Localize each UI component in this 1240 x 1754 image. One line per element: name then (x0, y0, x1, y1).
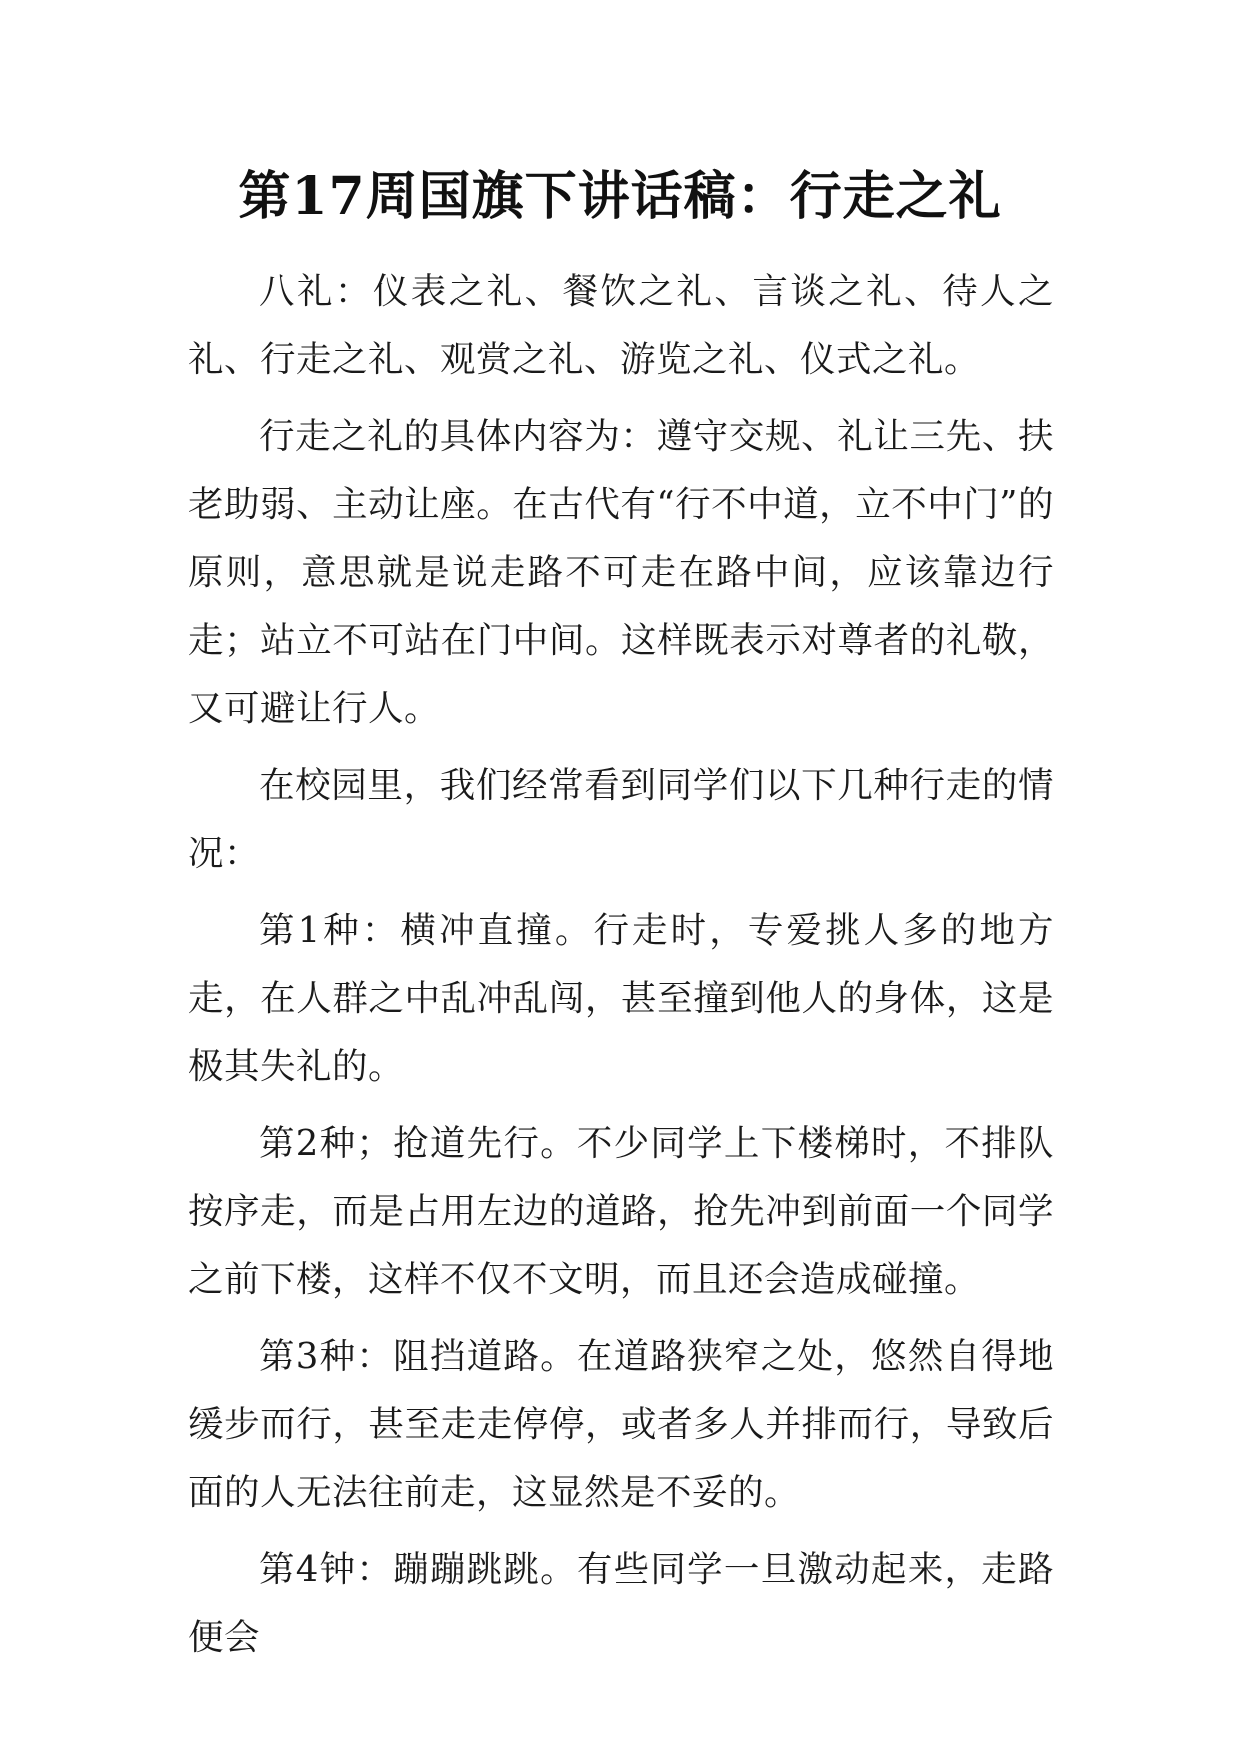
paragraph-case-1: 第1种：横冲直撞。行走时，专爱挑人多的地方走，在人群之中乱冲乱闯，甚至撞到他人的身体，这是极其失礼的。 (188, 910, 1054, 1087)
paragraph-case-3: 第3种：阻挡道路。在道路狭窄之处，悠然自得地缓步而行，甚至走走停停，或者多人并排而行，导致后面的人无法往前走，这显然是不妥的。 (188, 1336, 1054, 1513)
paragraph-case-2: 第2种；抢道先行。不少同学上下楼梯时，不排队按序走，而是占用左边的道路，抢先冲到前面一个同学之前下楼，这样不仅不文明，而且还会造成碰撞。 (188, 1123, 1054, 1300)
document-title: 第17周国旗下讲话稿：行走之礼 (238, 166, 1002, 227)
document-body (188, 258, 1054, 1681)
paragraph-campus-intro: 在校园里，我们经常看到同学们以下几种行走的情况： (188, 765, 1054, 874)
paragraph-eight-rites: 八礼：仪表之礼、餐饮之礼、言谈之礼、待人之礼、行走之礼、观赏之礼、游览之礼、仪式之礼。 (188, 271, 1054, 380)
paragraph-walking-etiquette: 行走之礼的具体内容为：遵守交规、礼让三先、扶老助弱、主动让座。在古代有“行不中道，立不中门”的原则，意思就是说走路不可走在路中间，应该靠边行走；站立不可站在门中间。这样既表示对尊者的礼敬，又可避让行人。 (188, 416, 1054, 729)
paragraph-case-4: 第4钟：蹦蹦跳跳。有些同学一旦激动起来，走路便会 (188, 1549, 1054, 1658)
